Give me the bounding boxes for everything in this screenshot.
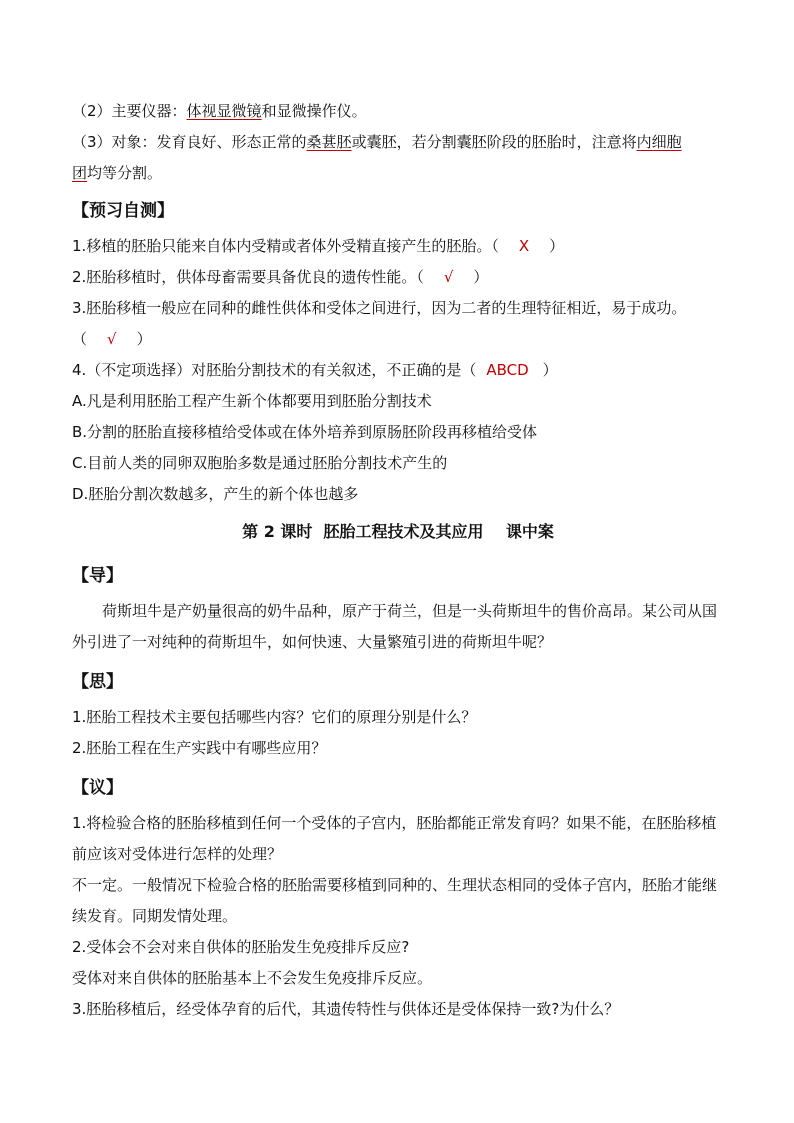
discuss-question-2: 2.受体会不会对来自供体的胚胎发生免疫排斥反应?	[72, 938, 410, 956]
answer-mark: √	[443, 268, 454, 286]
think-item-2: 2.胚胎工程在生产实践中有哪些应用？	[72, 739, 327, 757]
lesson-title: 第 2 课时 胚胎工程技术及其应用 课中案	[242, 522, 554, 541]
answer-mark: X	[518, 237, 530, 255]
preview-question-2: 2.胚胎移植时，供体母畜需要具备优良的遗传性能。（ √ ）	[72, 268, 489, 286]
option-c: C.目前人类的同卵双胞胎多数是通过胚胎分割技术产生的	[72, 454, 448, 472]
section-heading-discuss: 【议】	[72, 778, 123, 798]
underlined-term: 桑葚胚	[306, 133, 352, 151]
section-heading-think: 【思】	[72, 672, 123, 692]
option-d: D.胚胎分割次数越多，产生的新个体也越多	[72, 485, 359, 503]
discuss-answer-2: 受体对来自供体的胚胎基本上不会发生免疫排斥反应。	[72, 969, 433, 987]
underlined-term: 体视显微镜	[186, 102, 262, 120]
document-page	[72, 96, 724, 1025]
intro-item-2: （2）主要仪器：体视显微镜和显微操作仪。	[72, 102, 367, 120]
option-a: A.凡是利用胚胎工程产生新个体都要用到胚胎分割技术	[72, 392, 432, 410]
section-heading-preview: 【预习自测】	[72, 201, 174, 221]
underlined-term: 内细胞	[636, 133, 682, 151]
think-item-1: 1.胚胎工程技术主要包括哪些内容？它们的原理分别是什么？	[72, 708, 477, 726]
section-heading-guide: 【导】	[72, 566, 123, 586]
underlined-term: 团	[72, 164, 88, 182]
preview-question-4: 4.（不定项选择）对胚胎分割技术的有关叙述，不正确的是（ ABCD ）	[72, 361, 558, 379]
preview-question-3: 3.胚胎移植一般应在同种的雌性供体和受体之间进行，因为二者的生理特征相近，易于成功。	[72, 299, 687, 317]
discuss-question-3: 3.胚胎移植后，经受体孕育的后代，其遗传特性与供体还是受体保持一致?为什么？	[72, 1000, 620, 1018]
discuss-answer-1: 不一定。一般情况下检验合格的胚胎需要移植到同种的、生理状态相同的受体子宫内，胚胎才能继续发育。同期发情处理。	[72, 876, 718, 925]
intro-item-3: （3）对象：发育良好、形态正常的桑葚胚或囊胚，若分割囊胚阶段的胚胎时，注意将内细胞	[72, 133, 682, 151]
option-b: B.分割的胚胎直接移植给受体或在体外培养到原肠胚阶段再移植给受体	[72, 423, 538, 441]
answer-mark: √	[107, 330, 117, 348]
preview-question-1: 1.移植的胚胎只能来自体内受精或者体外受精直接产生的胚胎。（ X ）	[72, 237, 565, 255]
discuss-question-1: 1.将检验合格的胚胎移植到任何一个受体的子宫内，胚胎都能正常发育吗？如果不能，在胚胎移植前应该对受体进行怎样的处理？	[72, 814, 717, 863]
preview-question-3-answer: （ √ ）	[72, 330, 152, 348]
answer-mark: ABCD	[486, 361, 529, 379]
intro-item-3-cont: 团均等分割。	[72, 164, 163, 182]
guide-paragraph: 荷斯坦牛是产奶量很高的奶牛品种，原产于荷兰，但是一头荷斯坦牛的售价高昂。某公司从国外引进了一对纯种的荷斯坦牛，如何快速、大量繁殖引进的荷斯坦牛呢？	[72, 602, 718, 651]
